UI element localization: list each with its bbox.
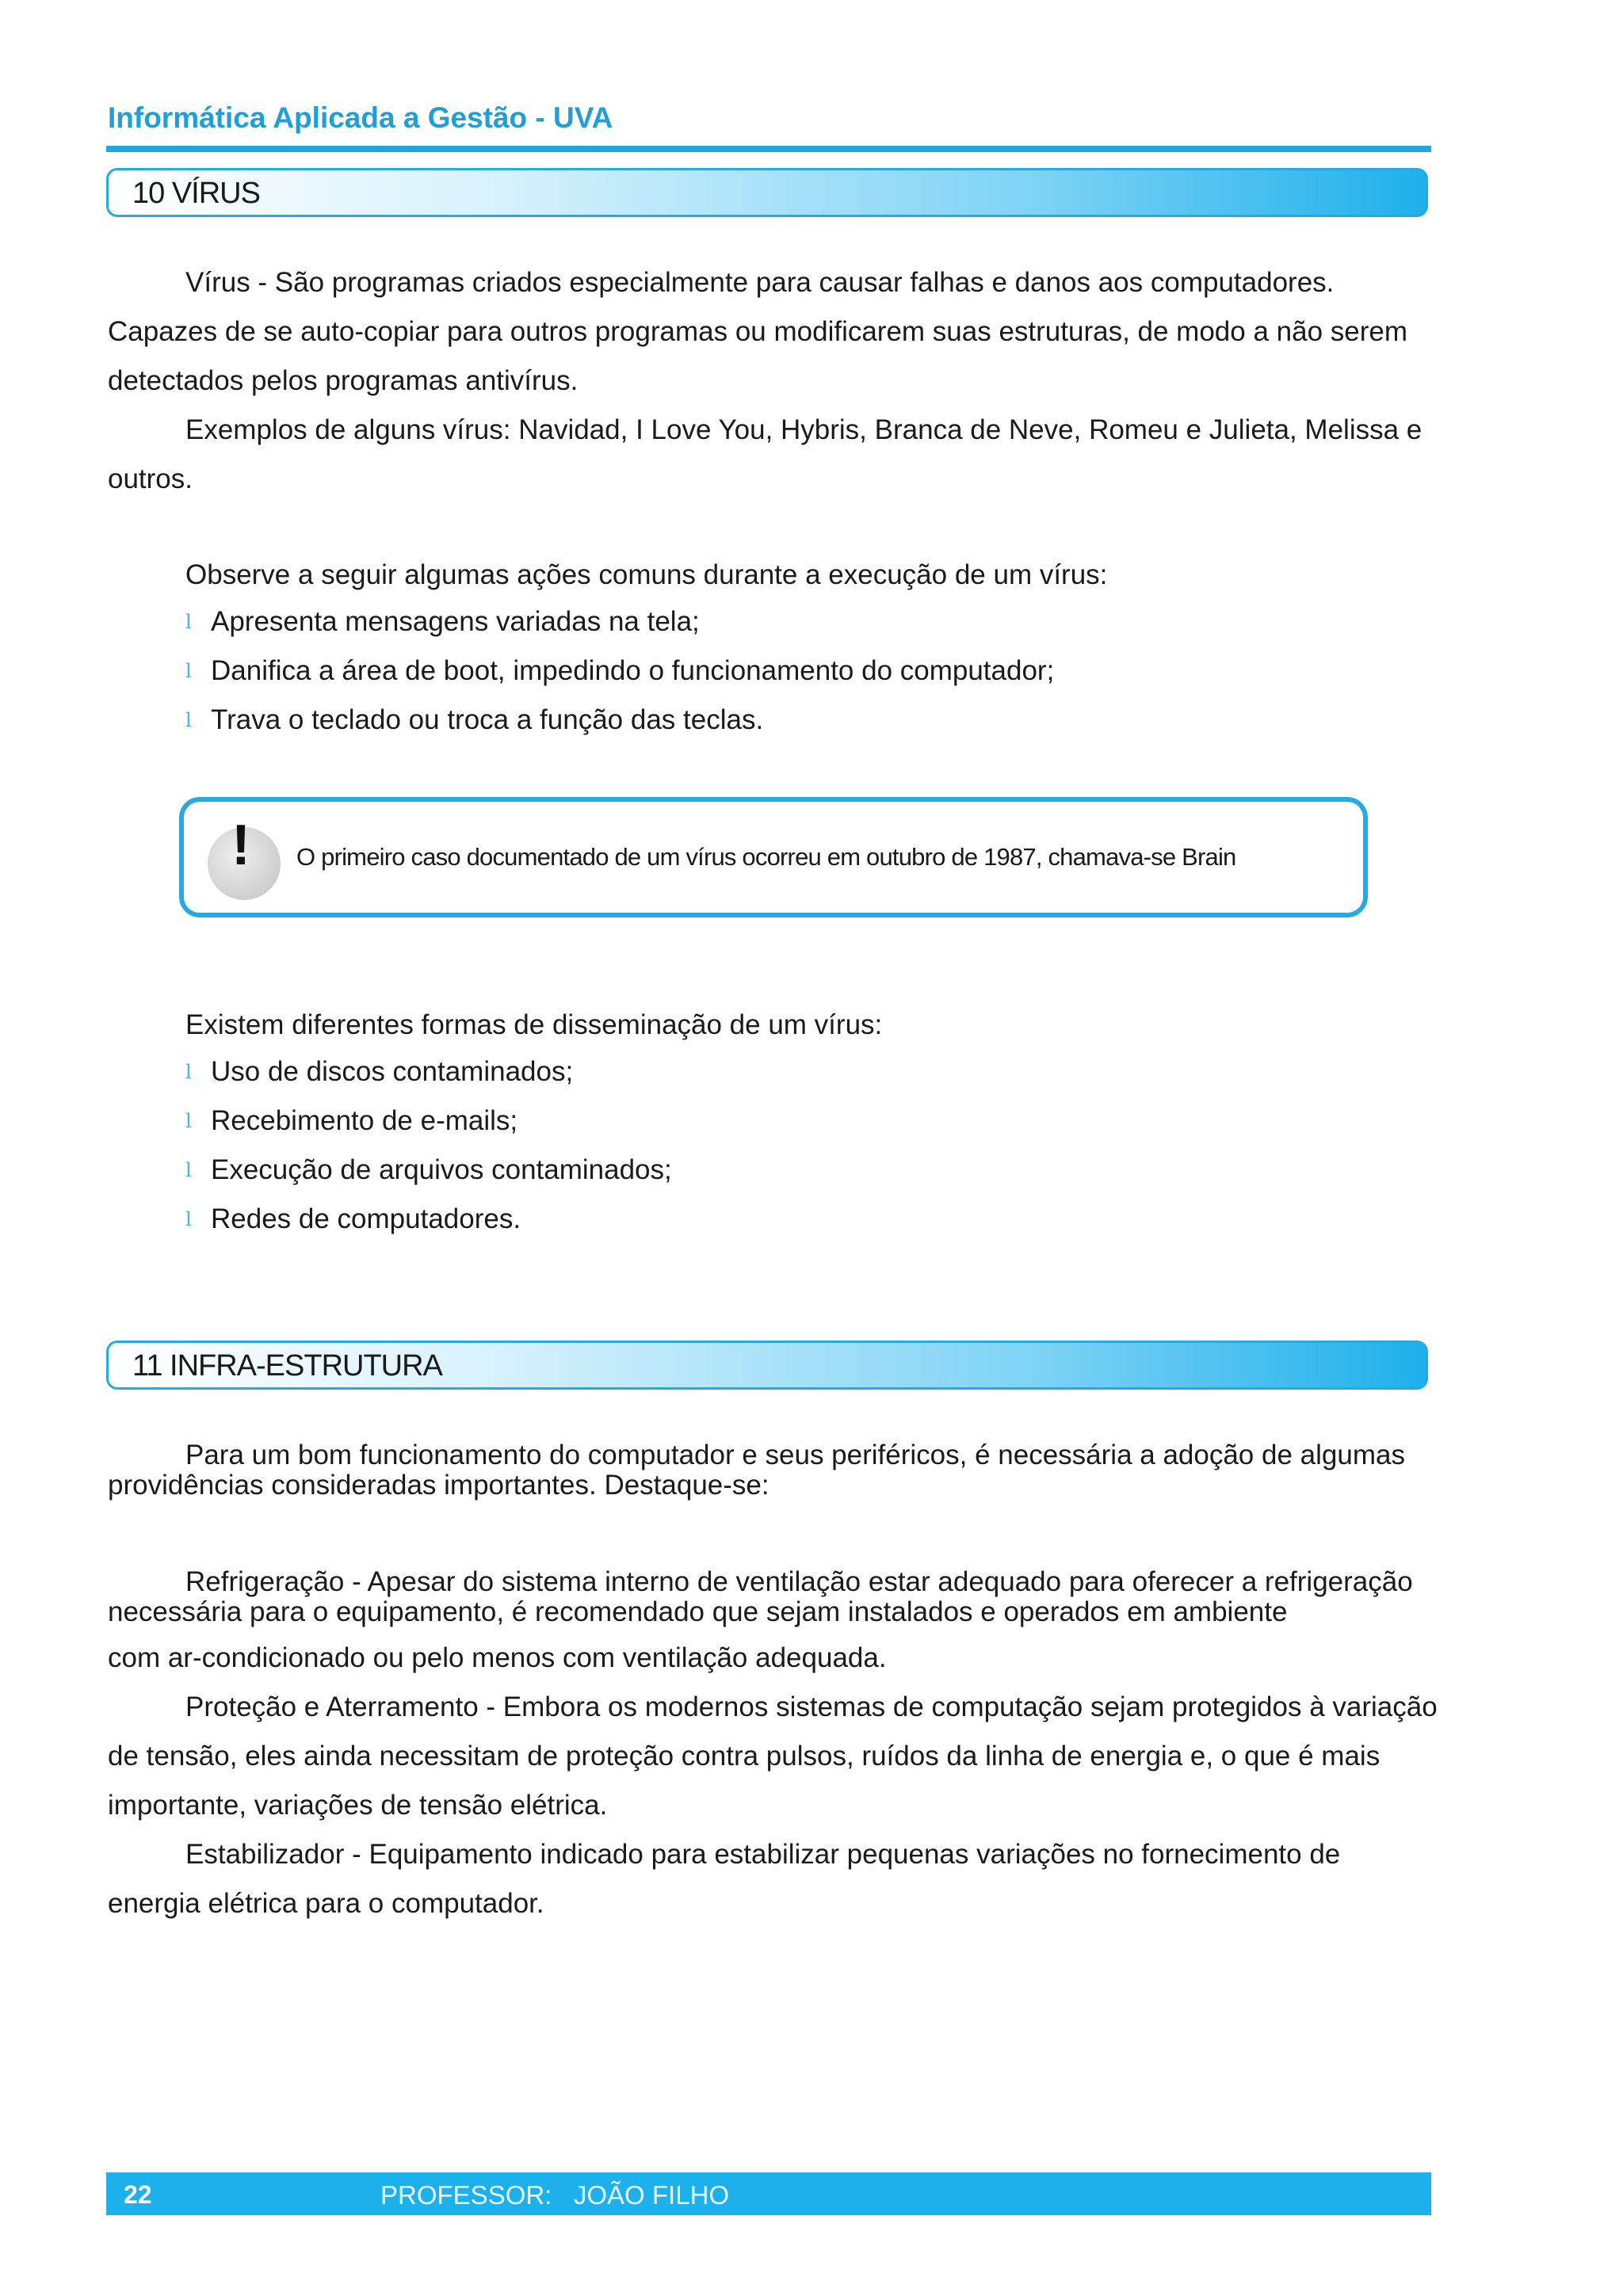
infra-paragraph-intro [108,1440,1439,1501]
list-item: l Recebimento de e-mails; [185,1105,518,1136]
exclamation-icon: ! [208,827,281,900]
list-item: l Redes de computadores. [185,1203,521,1234]
infra-paragraph-estabilizador [108,1830,1439,1928]
bullet-icon: l [185,1061,192,1083]
estabilizador-text: Estabilizador - Equipamento indicado para estabilizar pequenas variações no fornecimento de energia elétrica para o computador. [108,1839,1341,1919]
virus-spread-intro: Existem diferentes formas de disseminação de um vírus: [185,1009,883,1040]
refrigeracao-line-2: necessária para o equipamento, é recomendado que sejam instalados e operados em ambiente [108,1596,1288,1627]
virus-examples-text: Exemplos de alguns vírus: Navidad, I Love You, Hybris, Branca de Neve, Romeu e Julieta, Melissa e outros. [108,414,1423,494]
section-banner-infra [106,1341,1428,1390]
section-banner-virus [106,168,1428,217]
list-item: l Apresenta mensagens variadas na tela; [185,606,700,637]
note-box [179,797,1368,917]
virus-paragraph-definition [108,258,1439,406]
infra-refrigeracao [108,1567,1455,1627]
footer-bar [106,2172,1431,2215]
virus-actions-intro: Observe a seguir algumas ações comuns durante a execução de um vírus: [185,559,1108,590]
page-number: 22 [124,2180,152,2209]
infra-intro-text: Para um bom funcionamento do computador e seus periféricos, é necessária a adoção de algumas providências consideradas importantes. Destaque-se: [108,1440,1405,1501]
header-rule [106,146,1431,152]
virus-paragraph-examples [108,406,1439,504]
infra-paragraph-protecao [108,1683,1439,1830]
virus-spread-list [185,1047,672,1244]
protecao-text: Proteção e Aterramento - Embora os modernos sistemas de computação sejam protegidos à variação de tensão, eles ainda necessitam de proteção contra pulsos, ruídos da linha de energia e, o que é mais importante, variações de tensão elétrica. [108,1691,1438,1821]
section-title: 10 VÍRUS [132,177,260,210]
refrigeracao-line-1: Refrigeração - Apesar do sistema interno de ventilação estar adequado para oferecer a refrigeração [185,1566,1413,1597]
virus-definition-text: Vírus - São programas criados especialmente para causar falhas e danos aos computadores. Capazes de se auto-copiar para outros programas ou modificarem suas estruturas, de modo a não serem detectados pelos programas antivírus. [108,267,1408,396]
list-item: l Trava o teclado ou troca a função das teclas. [185,704,764,735]
bullet-icon: l [185,1208,192,1230]
virus-actions-list [185,597,1054,745]
refrigeracao-line-3: com ar-condicionado ou pelo menos com ventilação adequada. [108,1642,887,1673]
footer-professor: PROFESSOR: JOÃO FILHO [380,2180,730,2210]
bullet-icon: l [185,709,192,731]
bullet-icon: l [185,1110,192,1132]
bullet-icon: l [185,1159,192,1181]
list-item: l Uso de discos contaminados; [185,1056,574,1087]
list-item: l Danifica a área de boot, impedindo o funcionamento do computador; [185,655,1055,686]
section-title: 11 INFRA-ESTRUTURA [132,1349,442,1383]
list-item: l Execução de arquivos contaminados; [185,1154,672,1185]
bullet-icon: l [185,660,192,682]
page-header-title: Informática Aplicada a Gestão - UVA [108,101,613,134]
note-text: O primeiro caso documentado de um vírus ocorreu em outubro de 1987, chamava-se Brain [296,843,1236,871]
bullet-icon: l [185,611,192,633]
